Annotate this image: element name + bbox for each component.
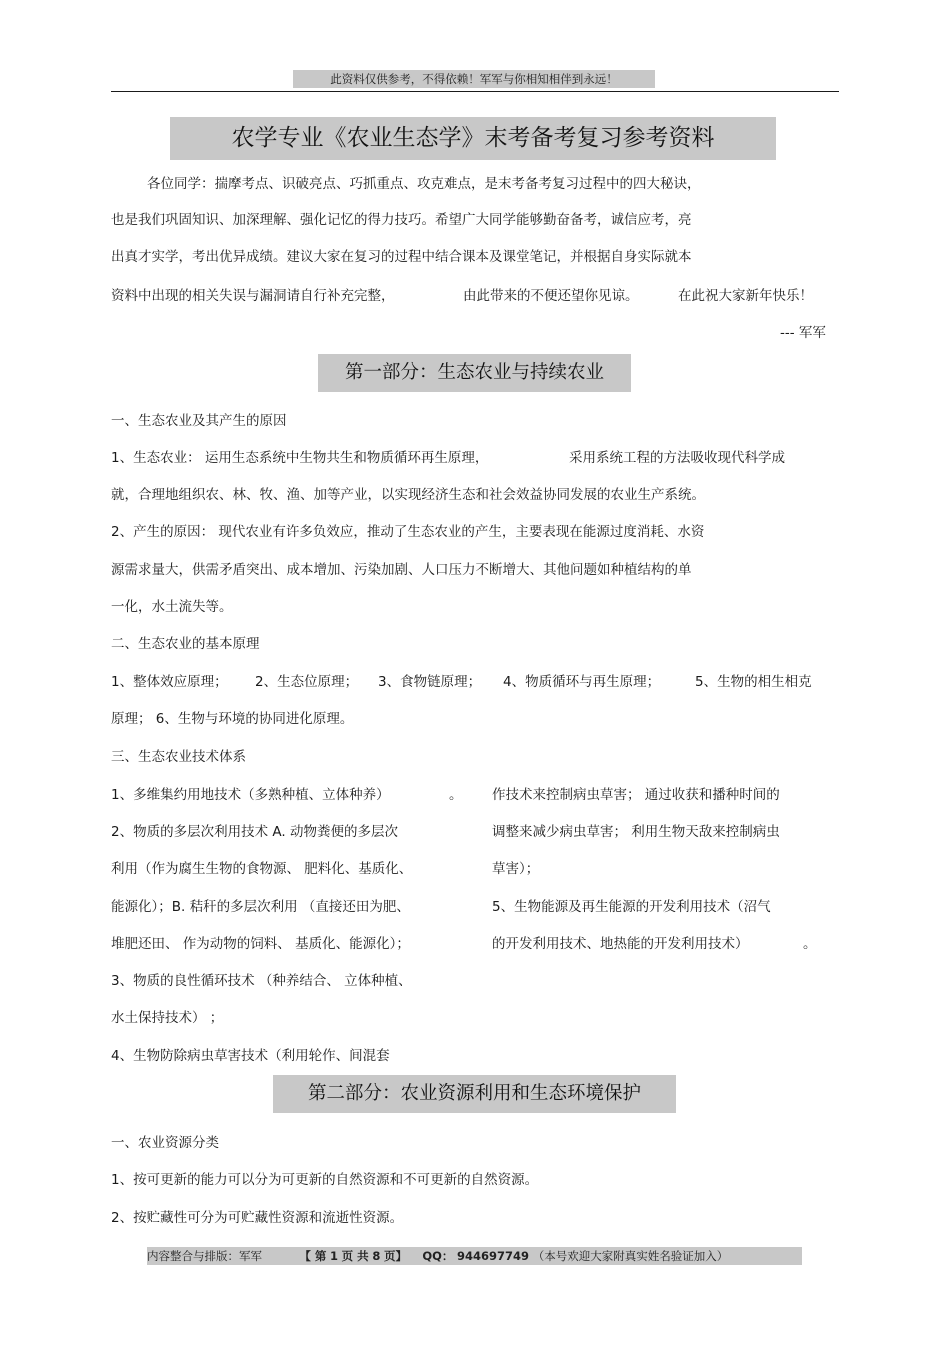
- principle-2: 2、生态位原理；: [255, 674, 359, 690]
- tech-right-line-3: 草害）；: [492, 861, 540, 877]
- tech-left-line-1: 1、多维集约用地技术（多熟种植、立体种养）: [111, 787, 390, 803]
- section-title-part1: 第一部分：生态农业与持续农业: [318, 354, 631, 392]
- intro-line-4b: 由此带来的不便还望你见谅。: [463, 288, 639, 304]
- tech-right-line-5-dot: 。: [803, 936, 817, 952]
- intro-line-1: 各位同学：揣摩考点、识破亮点、巧抓重点、攻克难点，是末考备考复习过程中的四大秘诀，: [147, 176, 701, 192]
- tech-left-line-8: 4、生物防除病虫草害技术（利用轮作、间混套: [111, 1048, 390, 1064]
- para-1-2b: 源需求量大，供需矛盾突出、成本增加、污染加剧、人口压力不断增大、其他问题如种植结构的单: [111, 562, 692, 578]
- heading-2-1: 一、农业资源分类: [111, 1135, 219, 1151]
- header-divider: [111, 91, 839, 92]
- tech-left-line-4: 能源化）；B. 秸秆的多层次利用 （直接还田为肥、: [111, 899, 410, 915]
- principle-4: 4、物质循环与再生原理；: [503, 674, 661, 690]
- principle-1: 1、整体效应原理；: [111, 674, 228, 690]
- footer-qq-note: （本号欢迎大家附真实姓名验证加入）: [532, 1249, 729, 1263]
- heading-1-2: 二、生态农业的基本原理: [111, 636, 260, 652]
- intro-line-3: 出真才实学，考出优异成绩。建议大家在复习的过程中结合课本及课堂笔记，并根据自身实际就本: [111, 249, 692, 265]
- principle-line-2: 原理； 6、生物与环境的协同进化原理。: [111, 711, 354, 727]
- heading-1-1: 一、生态农业及其产生的原因: [111, 413, 287, 429]
- footer-qq-label: QQ：: [422, 1249, 454, 1263]
- para-2-1: 1、按可更新的能力可以分为可更新的自然资源和不可更新的自然资源。: [111, 1172, 539, 1188]
- document-title: 农学专业《农业生态学》末考备考复习参考资料: [170, 117, 776, 160]
- tech-right-line-5: 的开发利用技术、地热能的开发利用技术）: [492, 936, 749, 952]
- intro-line-4c: 在此祝大家新年快乐！: [678, 288, 813, 304]
- header-note: 此资料仅供参考，不得依赖！军军与你相知相伴到永远！: [293, 70, 655, 88]
- section-title-part2: 第二部分：农业资源利用和生态环境保护: [273, 1075, 676, 1113]
- tech-right-line-2: 调整来减少病虫草害； 利用生物天敌来控制病虫: [492, 824, 780, 840]
- para-1-1a: 1、生态农业： 运用生态系统中生物共生和物质循环再生原理，: [111, 450, 489, 466]
- intro-line-2: 也是我们巩固知识、加深理解、强化记忆的得力技巧。希望广大同学能够勤奋备考，诚信应考，亮: [111, 212, 692, 228]
- tech-right-line-1: 作技术来控制病虫草害； 通过收获和播种时间的: [492, 787, 780, 803]
- tech-left-line-2: 2、物质的多层次利用技术 A. 动物粪便的多层次: [111, 824, 398, 840]
- para-1-1b: 采用系统工程的方法吸收现代科学成: [569, 450, 785, 466]
- para-1-2c: 一化，水土流失等。: [111, 599, 233, 615]
- tech-left-line-7: 水土保持技术） ；: [111, 1010, 224, 1026]
- intro-line-4a: 资料中出现的相关失误与漏洞请自行补充完整，: [111, 288, 395, 304]
- tech-left-line-3: 利用（作为腐生生物的食物源、 肥料化、基质化、: [111, 861, 413, 877]
- signature: --- 军军: [780, 325, 826, 341]
- heading-1-3: 三、生态农业技术体系: [111, 749, 246, 765]
- tech-left-line-6: 3、物质的良性循环技术 （种养结合、 立体种植、: [111, 973, 412, 989]
- footer-page-number: 1: [329, 1249, 338, 1263]
- footer-qq-number: 944697749: [457, 1249, 530, 1263]
- footer: [147, 1247, 728, 1265]
- footer-page-open: 【 第: [299, 1249, 327, 1263]
- para-1-1c: 就，合理地组织农、林、牧、渔、加等产业，以实现经济生态和社会效益协同发展的农业生产系统。: [111, 487, 705, 503]
- principle-5: 5、生物的相生相克: [695, 674, 812, 690]
- footer-credit: 内容整合与排版：军军: [147, 1249, 262, 1263]
- para-1-2a: 2、产生的原因： 现代农业有许多负效应，推动了生态农业的产生，主要表现在能源过度消耗、水资: [111, 524, 705, 540]
- footer-page-total: 8: [372, 1249, 381, 1263]
- principle-3: 3、食物链原理；: [378, 674, 482, 690]
- para-2-2: 2、按贮藏性可分为可贮藏性资源和流逝性资源。: [111, 1210, 404, 1226]
- tech-left-line-1-dot: 。: [449, 787, 463, 803]
- footer-page-close: 页】: [384, 1249, 407, 1263]
- tech-right-line-4: 5、生物能源及再生能源的开发利用技术（沼气: [492, 899, 771, 915]
- tech-left-line-5: 堆肥还田、 作为动物的饲料、 基质化、能源化）；: [111, 936, 410, 952]
- footer-page-mid: 页 共: [341, 1249, 369, 1263]
